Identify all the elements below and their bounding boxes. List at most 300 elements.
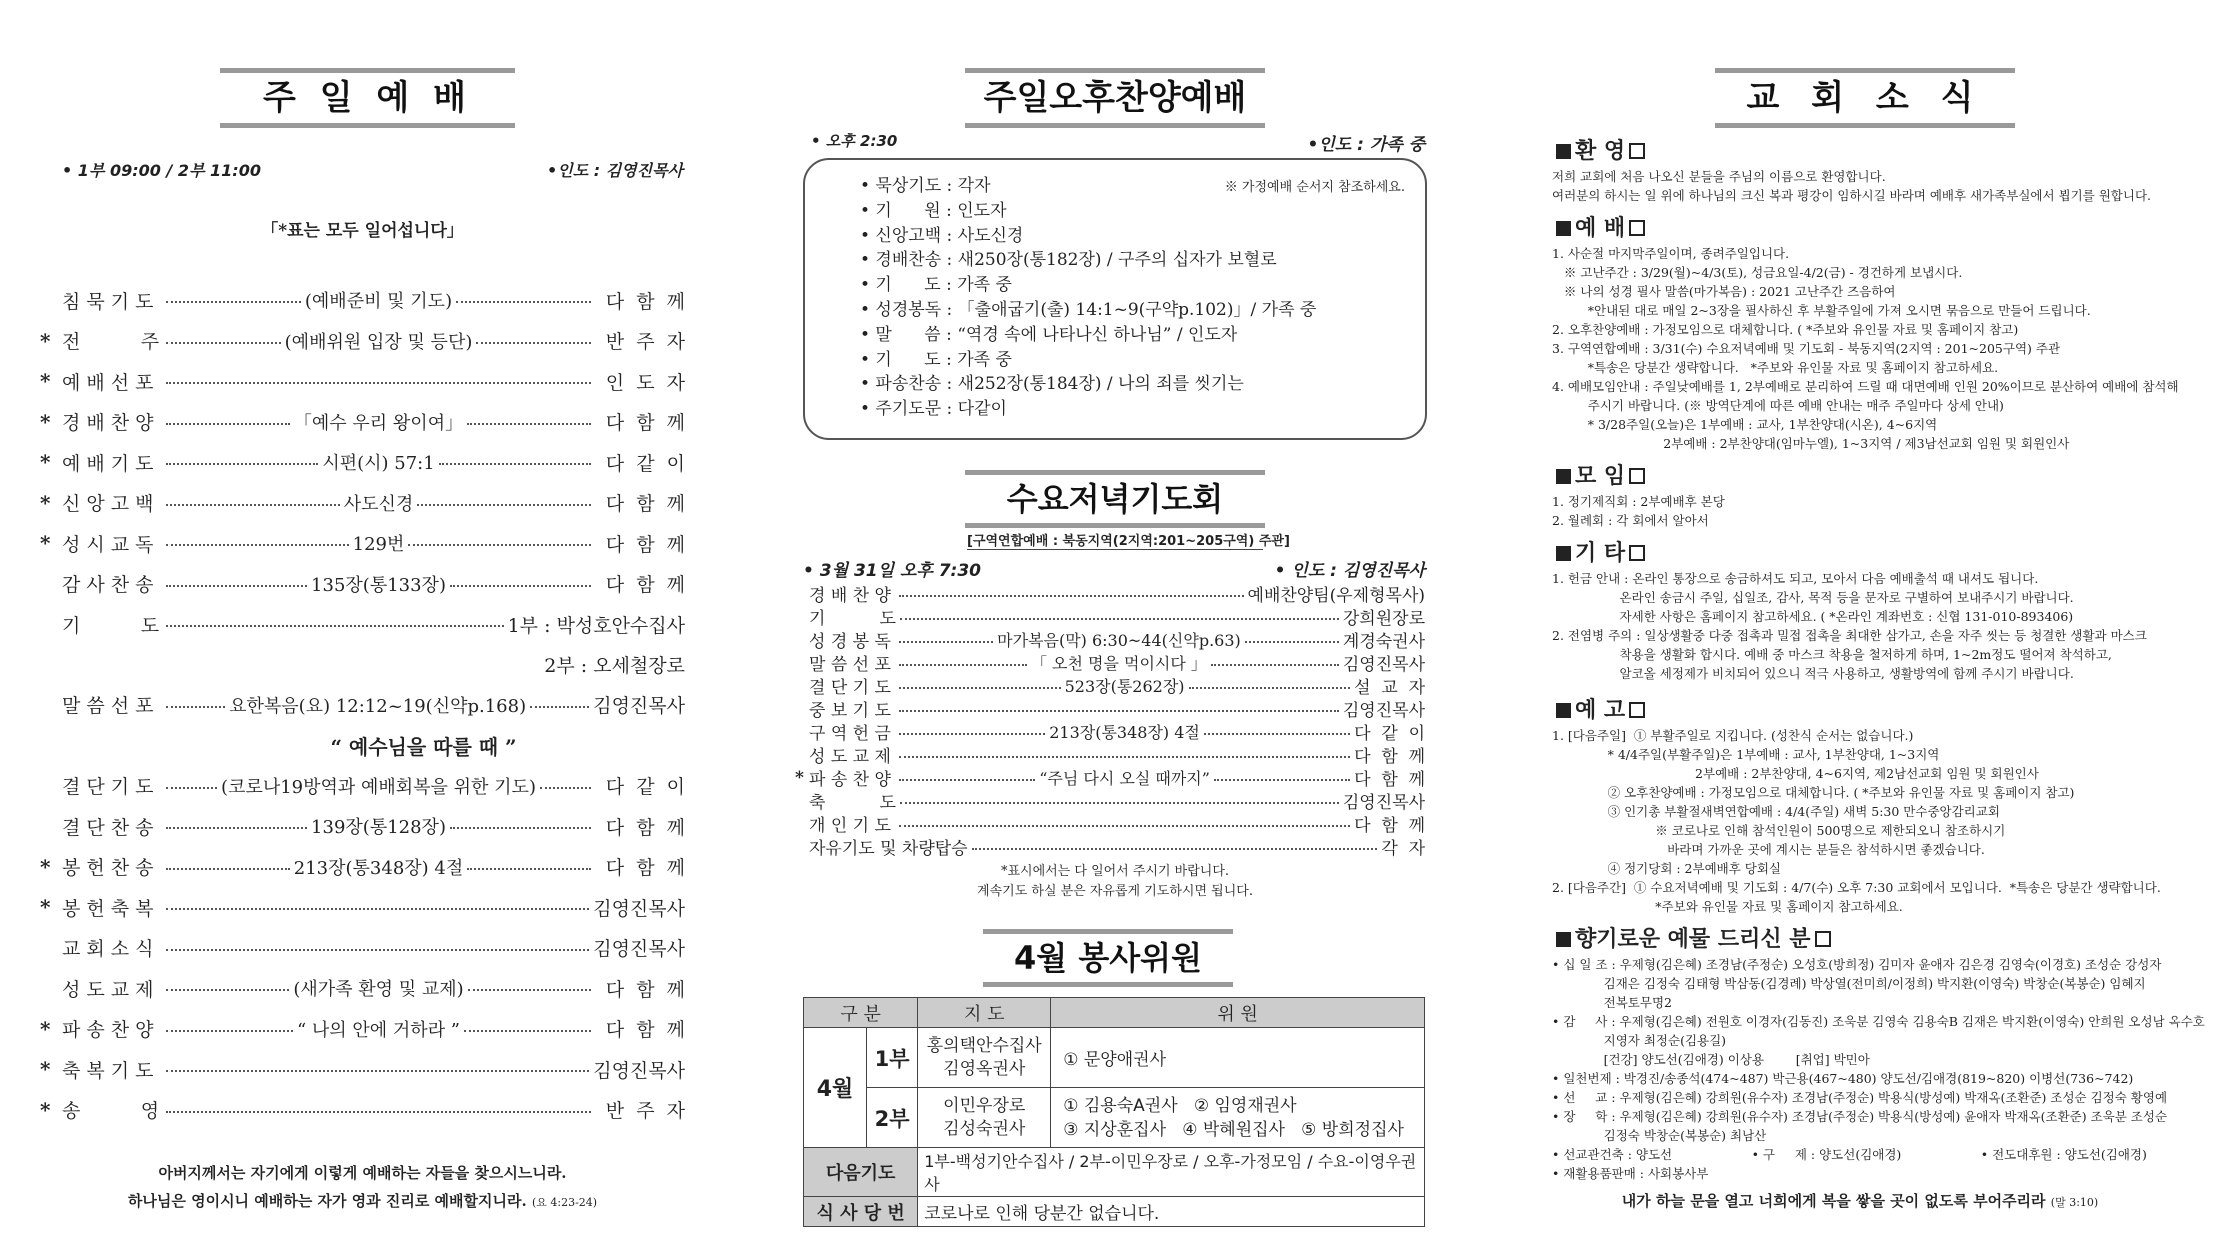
wednesday-person: 각 자 [1381, 839, 1425, 859]
leader-dots [468, 989, 591, 991]
wednesday-content: “주님 다시 오실 때까지” [1039, 769, 1210, 788]
wednesday-row [795, 835, 1425, 858]
square-bullet-icon [1556, 546, 1571, 561]
worship-line: 3. 구역연합예배 : 3/31(수) 수요저녁예배 및 기도회 - 북동지역(2지역 : 201~205구역) 주관 [1552, 341, 2061, 356]
welcome-line: 여러분의 하시는 일 위에 하나님의 크신 복과 평강이 임하시길 바라며 예배후 새가족부실에서 뵙기를 원합니다. [1552, 188, 2152, 203]
worship-line: ※ 나의 성경 필사 말씀(마가복음) : 2021 고난주간 즈음하여 [1552, 284, 1896, 299]
meeting-line: 2. 월례회 : 각 회에서 알아서 [1552, 513, 1709, 528]
wednesday-leader: • 인도 : 김영진목사 [1274, 561, 1425, 581]
offering-line: 김정숙 박창순(복봉순) 최남산 [1552, 1128, 1767, 1143]
stand-mark: * [40, 854, 51, 879]
leader-dots [1204, 733, 1350, 735]
wednesday-order-name: 성 도 교 제 [809, 747, 891, 767]
wednesday-row [795, 720, 1425, 743]
order-person: 반 주 자 [605, 331, 686, 354]
order-name: 기 도 [62, 614, 160, 637]
square-bullet-icon [1556, 469, 1571, 484]
wednesday-row [795, 628, 1425, 651]
order-row [40, 968, 685, 1008]
order-row [40, 401, 685, 441]
order-content: (새가족 환영 및 교제) [293, 979, 464, 1001]
leader-dots [166, 706, 225, 708]
afternoon-leader: •인도 : 가족 중 [1307, 135, 1425, 155]
order-content: 135장(통133장) [311, 574, 446, 596]
notice-line: *주보와 유인물 자료 및 홈페이지 참고하세요. [1552, 899, 1903, 914]
leader-dots [166, 908, 589, 910]
notice-line: ④ 정기당회 : 2부예배후 당회실 [1552, 861, 1782, 876]
sunday-order-list [40, 280, 685, 1130]
leader-dots [166, 827, 307, 829]
order-row [40, 280, 685, 320]
order-row [40, 887, 685, 927]
leader-dots [450, 827, 591, 829]
order-row [40, 725, 685, 765]
wednesday-row [795, 789, 1425, 812]
order-name: 봉 헌 찬 송 [62, 857, 154, 880]
leader-dots [166, 989, 289, 991]
wednesday-row [795, 582, 1425, 605]
square-outline-icon [1629, 220, 1645, 236]
wednesday-person: 예배찬양팀(우제형목사) [1247, 586, 1425, 606]
leader-dots [467, 868, 591, 870]
afternoon-order-box [803, 158, 1427, 440]
welcome-line: 저희 교회에 처음 나오신 분들을 주님의 이름으로 환영합니다. [1552, 169, 1886, 184]
wednesday-content: 523장(통262장) [1064, 677, 1185, 696]
church-news-title: 교 회 소 식 [1715, 68, 2015, 128]
square-outline-icon [1629, 468, 1645, 484]
order-person: 김영진목사 [593, 938, 685, 961]
meeting-section-title: 모 임 [1575, 464, 1626, 489]
square-bullet-icon [1556, 144, 1571, 159]
order-row [40, 1090, 685, 1130]
order-row [40, 604, 685, 644]
leader-dots [1214, 779, 1350, 781]
order-person: 김영진목사 [593, 1059, 685, 1082]
order-row [40, 1009, 685, 1049]
wednesday-order-name: 축 도 [809, 793, 896, 813]
wednesday-person: 다 함 께 [1354, 747, 1425, 767]
order-person: 다 함 께 [605, 290, 685, 313]
wednesday-order-list [795, 582, 1425, 858]
worship-line: 2. 오후찬양예배 : 가정모임으로 대체합니다. ( *주보와 유인물 자료 및 홈페이지 참고) [1552, 322, 2019, 337]
order-name: 결 단 기 도 [62, 776, 154, 799]
square-outline-icon [1629, 702, 1645, 718]
leader-dots [166, 423, 290, 425]
verse-line-1: 아버지께서는 자기에게 이렇게 예배하는 자들을 찾으시느니라. [158, 1164, 567, 1182]
wednesday-person: 김영진목사 [1342, 793, 1425, 813]
wednesday-content: 「 오천 명을 먹이시다 」 [1030, 654, 1207, 673]
service-leader: •인도 : 김영진목사 [547, 161, 683, 180]
offering-section-title: 향기로운 예물 드리신 분 [1575, 927, 1811, 952]
stand-mark: * [795, 767, 804, 788]
order-row [40, 361, 685, 401]
part-1-cell: 1부 [867, 1028, 918, 1088]
leader-dots [899, 664, 1027, 666]
order-row [40, 523, 685, 563]
wednesday-order-name: 파 송 찬 양 [809, 770, 891, 790]
leader-name: 김성숙권사 [943, 1118, 1026, 1139]
wednesday-person: 강희원장로 [1342, 609, 1425, 629]
order-content: (예배준비 및 기도) [304, 291, 453, 313]
part-2-members [1051, 1088, 1425, 1148]
order-row [40, 766, 685, 806]
leader-dots [417, 504, 591, 506]
leader-name: 홍의택안수집사 [926, 1035, 1042, 1056]
leader-dots [166, 949, 589, 951]
wednesday-time: • 3월 31일 오후 7:30 [803, 561, 981, 581]
afternoon-item: • 기 원 : 인도자 [860, 200, 1007, 221]
verse-text: 하나님은 영이시니 예배하는 자가 영과 진리로 예배할지니라. [127, 1192, 527, 1210]
afternoon-time: • 오후 2:30 [811, 132, 898, 150]
col-header-leader: 지 도 [918, 998, 1051, 1028]
wednesday-row [795, 766, 1425, 789]
offering-section-header [1552, 922, 2182, 953]
order-content: (코로나19방역과 예배회복을 위한 기도) [221, 776, 536, 798]
wednesday-row [795, 651, 1425, 674]
afternoon-item: • 묵상기도 : 각자 [860, 176, 991, 196]
offering-line: • 선 교 : 우제형(김은혜) 강희원(유수자) 조경남(주정순) 박용식(방성예) 박재옥(조환준) 조성순 김정숙 황영예 [1552, 1090, 2168, 1105]
afternoon-order-list [860, 174, 1316, 422]
order-name: 봉 헌 축 복 [62, 897, 154, 920]
order-name: 성 도 교 제 [62, 978, 154, 1001]
family-worship-note: ※ 가정예배 순서지 참조하세요. [1224, 180, 1405, 195]
wednesday-row [795, 743, 1425, 766]
standing-note: 「*표는 모두 일어섭니다」 [261, 221, 464, 241]
notice-section-header [1552, 693, 2182, 724]
stand-mark: * [40, 1016, 51, 1041]
order-person: 김영진목사 [593, 897, 685, 920]
order-name: 축 복 기 도 [62, 1059, 154, 1082]
verse-line-2 [40, 1190, 685, 1211]
verse-reference: (요 4:23-24) [531, 1196, 598, 1209]
notice-line: ※ 코로나로 인해 참석인원이 500명으로 제한되오니 참조하시기 [1552, 823, 2006, 838]
closing-verse [1540, 1190, 2180, 1211]
offering-line: • 십 일 조 : 우제형(김은혜) 조경남(주정순) 오성호(방희정) 김미자 윤애자 김은경 김영숙(이경호) 조성순 강성자 [1552, 957, 2162, 972]
leader-dots [899, 779, 1035, 781]
meal-duty-label: 식 사 당 번 [804, 1197, 918, 1227]
wednesday-order-name: 결 단 기 도 [809, 678, 891, 698]
worship-line: 2부예배 : 2부찬양대(임마누엘), 1~3지역 / 제3남선교회 임원 및 회원인사 [1552, 436, 2070, 451]
order-person: 다 함 께 [605, 533, 685, 556]
etc-line: 착용을 생활화 합시다. 예배 중 마스크 착용을 철저하게 하며, 1~2m정도 떨어져 착석하고, [1552, 647, 2112, 662]
afternoon-item: • 말 씀 : “역경 속에 나타나신 하나님” / 인도자 [860, 324, 1238, 345]
leader-dots [900, 802, 1339, 804]
worship-line: * 3/28주일(오늘)은 1부예배 : 교사, 1부찬양대(시온), 4~6지역 [1552, 417, 1938, 432]
leader-dots [899, 710, 1339, 712]
notice-line: ③ 인기총 부활절새벽연합예배 : 4/4(주일) 새벽 5:30 만수중앙감리교회 [1552, 804, 2000, 819]
service-committee-table [803, 997, 1425, 1227]
leader-dots [166, 1030, 293, 1032]
wednesday-person: 다 같 이 [1354, 724, 1426, 744]
order-row [40, 806, 685, 846]
leader-dots [166, 868, 290, 870]
wednesday-person: 설 교 자 [1354, 678, 1426, 698]
wednesday-subtitle: [구역연합예배 : 북동지역(2지역:201~205구역) 주관] [967, 530, 1263, 550]
service-time: • 1부 09:00 / 2부 11:00 [62, 161, 261, 180]
wednesday-person: 김영진목사 [1342, 701, 1425, 721]
notice-line: 2. [다음주간] ① 수요저녁예배 및 기도회 : 4/7(수) 오후 7:30 교회에서 모입니다. *특송은 당분간 생략합니다. [1552, 880, 2161, 895]
worship-section-header [1552, 211, 2182, 242]
next-prayer-value: 1부-백성기안수집사 / 2부-이민우장로 / 오후-가정모임 / 수요-이영우권사 [918, 1148, 1425, 1197]
worship-line: *안내된 대로 매일 2~3장을 필사하신 후 부활주일에 가져 오시면 묶음으로 만들어 드립니다. [1552, 303, 2091, 318]
worship-line: *특송은 당분간 생략합니다. *주보와 유인물 자료 및 홈페이지 참고하세요. [1552, 360, 1999, 375]
order-person: 다 함 께 [605, 493, 685, 516]
afternoon-item: • 파송찬송 : 새252장(통184장) / 나의 죄를 씻기는 [860, 374, 1244, 395]
order-row [40, 320, 685, 360]
afternoon-item: • 기 도 : 가족 중 [860, 275, 1012, 296]
order-content: 「예수 우리 왕이여」 [293, 412, 464, 434]
leader-dots [1245, 641, 1339, 643]
order-row [40, 928, 685, 968]
wednesday-order-name: 자유기도 및 차량탑승 [809, 839, 968, 859]
afternoon-item: • 기 도 : 가족 중 [860, 349, 1012, 370]
notice-section-title: 예 고 [1575, 698, 1626, 723]
leader-dots [899, 595, 1244, 597]
leader-dots [166, 625, 504, 627]
order-row [40, 1049, 685, 1089]
offering-line: • 감 사 : 우제형(김은혜) 전원호 이경자(김동진) 조욱분 김영숙 김용숙B 김재은 박지환(이영숙) 안희원 오성남 옥수호 [1552, 1014, 2205, 1029]
order-person: 다 같 이 [605, 776, 685, 799]
leader-dots [166, 382, 591, 384]
stand-mark: * [40, 1057, 51, 1082]
order-content: 129번 [352, 534, 405, 556]
wednesday-row [795, 605, 1425, 628]
order-person: 다 함 께 [605, 978, 686, 1001]
leader-dots [899, 756, 1350, 758]
wednesday-order-name: 기 도 [809, 609, 896, 629]
meeting-section-header [1552, 459, 2182, 490]
church-news-content [1552, 128, 2205, 1183]
worship-line: 4. 예배모임안내 : 주일낮예배를 1, 2부예배로 분리하여 드릴 때 대면예배 인원 20%이므로 분산하여 예배에 참석해 [1552, 379, 2179, 394]
leader-dots [408, 544, 591, 546]
leader-dots [900, 618, 1339, 620]
next-prayer-label: 다음기도 [804, 1148, 918, 1197]
order-name: 감 사 찬 송 [62, 574, 154, 597]
order-content: “ 나의 안에 거하라 ” [297, 1019, 461, 1041]
square-outline-icon [1629, 545, 1645, 561]
leader-dots [972, 848, 1378, 850]
leader-dots [899, 687, 1061, 689]
offering-line: [건강] 양도선(김애경) 이상용 [취업] 박민아 [1552, 1052, 1870, 1067]
worship-line: 1. 사순절 마지막주일이며, 종려주일입니다. [1552, 246, 1790, 261]
order-person: 다 함 께 [605, 857, 686, 880]
wednesday-row [795, 674, 1425, 697]
leader-dots [899, 825, 1350, 827]
wednesday-order-name: 성 경 봉 독 [809, 632, 891, 652]
member-names: ① 문양애권사 [1063, 1050, 1166, 1070]
part-1-leaders [918, 1028, 1051, 1088]
order-person: 반 주 자 [605, 1100, 685, 1123]
closing-reference: (말 3:10) [2050, 1196, 2099, 1209]
wednesday-order-name: 경 배 찬 양 [809, 586, 891, 606]
etc-line: 1. 헌금 안내 : 온라인 통장으로 송금하셔도 되고, 모아서 다음 예배출석 때 내셔도 됩니다. [1552, 571, 2039, 586]
afternoon-item: • 성경봉독 : 「출애굽기(출) 14:1~9(구약p.102)」/ 가족 중 [860, 299, 1317, 320]
order-row [40, 563, 685, 603]
square-bullet-icon [1556, 932, 1571, 947]
leader-dots [166, 342, 281, 344]
sermon-title: “ 예수님을 따를 때 ” [330, 734, 517, 759]
order-name: 말 씀 선 포 [62, 695, 154, 718]
order-name: 침 묵 기 도 [62, 290, 154, 313]
wednesday-note-1: *표시에서는 다 일어서 주시기 바랍니다. [1000, 864, 1230, 879]
order-name: 경 배 찬 양 [62, 412, 154, 435]
order-person: 다 함 께 [605, 816, 686, 839]
leader-dots [166, 463, 318, 465]
member-names: ③ 지상훈집사 ④ 박혜원집사 ⑤ 방희정집사 [1063, 1119, 1404, 1140]
wednesday-row [795, 812, 1425, 835]
order-name: 결 단 찬 송 [62, 816, 154, 839]
order-name: 송 영 [62, 1100, 160, 1123]
meeting-line: 1. 정기제직회 : 2부예배후 본당 [1552, 494, 1725, 509]
wednesday-person: 김영진목사 [1342, 655, 1425, 675]
leader-dots [166, 544, 349, 546]
wednesday-order-name: 중 보 기 도 [809, 701, 891, 721]
order-name: 교 회 소 식 [62, 938, 154, 961]
order-name: 파 송 찬 양 [62, 1019, 154, 1042]
order-row [40, 685, 685, 725]
offering-line: • 장 학 : 우제형(김은혜) 강희원(유수자) 조경남(주정순) 박용식(방성예) 윤애자 박재옥(조환준) 조욱분 조성순 [1552, 1109, 2168, 1124]
stand-mark: * [40, 450, 51, 475]
wednesday-order-name: 개 인 기 도 [809, 816, 891, 836]
leader-dots [899, 641, 993, 643]
sunday-worship-column [40, 0, 685, 1240]
notice-line: ② 오후찬양예배 : 가정모임으로 대체합니다. ( *주보와 유인물 자료 및 홈페이지 참고) [1552, 785, 2075, 800]
leader-dots [540, 787, 591, 789]
part-1-members [1051, 1028, 1425, 1088]
order-name: 예 배 기 도 [62, 452, 154, 475]
worship-line: ※ 고난주간 : 3/29(월)~4/3(토), 성금요일-4/2(금) - 경건하게 보냅시다. [1552, 265, 1963, 280]
afternoon-worship-title: 주일오후찬양예배 [965, 68, 1265, 128]
wednesday-person: 다 함 께 [1354, 816, 1425, 836]
offering-line: • 선교관건축 : 양도선 • 구 제 : 양도선(김애경) • 전도대후원 : 양도선(김애경) [1552, 1147, 2147, 1162]
afternoon-worship-column [795, 0, 1435, 1240]
order-row [40, 482, 685, 522]
stand-mark: * [40, 328, 51, 353]
etc-section-title: 기 타 [1575, 541, 1626, 566]
leader-dots [899, 733, 1045, 735]
sunday-worship-title: 주 일 예 배 [220, 68, 515, 128]
order-person: 인 도 자 [605, 371, 685, 394]
order-person: 1부 : 박성호안수집사 [507, 614, 685, 637]
leader-dots [450, 585, 591, 587]
member-names: ① 김용숙A권사 ② 임영재권사 [1063, 1095, 1297, 1116]
stand-mark: * [40, 895, 51, 920]
etc-line: 자세한 사항은 홈페이지 참고하세요. ( *온라인 계좌번호 : 신협 131-010-893406) [1552, 609, 2074, 624]
leader-dots [166, 585, 307, 587]
square-outline-icon [1815, 931, 1831, 947]
order-person: 다 함 께 [605, 412, 686, 435]
leader-dots [464, 1030, 591, 1032]
leader-name: 이민우장로 [943, 1095, 1026, 1116]
order-content: 요한복음(요) 12:12~19(신약p.168) [229, 695, 527, 717]
wednesday-row [795, 697, 1425, 720]
wednesday-order-name: 말 씀 선 포 [809, 655, 891, 675]
order-content: 139장(통128장) [311, 817, 446, 839]
afternoon-item: • 주기도문 : 다같이 [860, 399, 1007, 420]
leader-dots [166, 301, 301, 303]
welcome-section-title: 환 영 [1575, 139, 1626, 164]
wednesday-order-name: 구 역 헌 금 [809, 724, 891, 744]
order-row [40, 442, 685, 482]
notice-line: * 4/4주일(부활주일)은 1부예배 : 교사, 1부찬양대, 1~3지역 [1552, 747, 1940, 762]
leader-dots [166, 504, 340, 506]
wednesday-note-2: 계속기도 하실 분은 자유롭게 기도하시면 됩니다. [977, 884, 1253, 899]
order-name: 전 주 [62, 331, 160, 354]
leader-dots [166, 1070, 589, 1072]
stand-mark: * [40, 1097, 51, 1122]
offering-line: 전복토무명2 [1552, 995, 1672, 1010]
offering-line: • 일천번제 : 박경진/송종석(474~487) 박근용(467~480) 양도선/김애경(819~820) 이병선(736~742) [1552, 1071, 2134, 1086]
square-bullet-icon [1556, 221, 1571, 236]
leader-name: 김영옥권사 [943, 1058, 1026, 1079]
notice-line: 1. [다음주일] ① 부활주일로 지킵니다. (성찬식 순서는 없습니다.) [1552, 728, 1914, 743]
square-outline-icon [1629, 143, 1645, 159]
worship-line: 주시기 바랍니다. (※ 방역단계에 따른 예배 안내는 매주 주일마다 상세 안내) [1552, 398, 2004, 413]
leader-dots [439, 463, 591, 465]
col-header-division: 구 분 [804, 998, 918, 1028]
afternoon-item: • 경배찬송 : 새250장(통182장) / 구주의 십자가 보혈로 [860, 250, 1277, 271]
offering-line: 김재은 김정숙 김태형 박삼동(김경례) 박상열(전미희/이정희) 박지환(이영숙) 박창순(복봉순) 임혜지 [1552, 976, 2146, 991]
leader-dots [166, 787, 217, 789]
order-person: 2부 : 오세철장로 [544, 655, 685, 678]
order-content: 사도신경 [343, 493, 414, 515]
leader-dots [456, 301, 591, 303]
leader-dots [166, 1111, 591, 1113]
worship-section-title: 예 배 [1575, 216, 1626, 241]
order-content: 213장(통348장) 4절 [293, 857, 464, 879]
part-2-cell: 2부 [867, 1088, 918, 1148]
wednesday-person: 다 함 께 [1354, 770, 1425, 790]
part-2-leaders [918, 1088, 1051, 1148]
order-row [40, 847, 685, 887]
leader-dots [467, 423, 591, 425]
order-person: 김영진목사 [593, 695, 685, 718]
order-person: 다 같 이 [605, 452, 686, 475]
order-name: 성 시 교 독 [62, 533, 154, 556]
meal-duty-value: 코로나로 인해 당분간 없습니다. [918, 1197, 1425, 1227]
offering-line: 지영자 최정순(김용길) [1552, 1033, 1727, 1048]
wednesday-person: 계경숙권사 [1342, 632, 1426, 652]
order-content: (예배위원 입장 및 등단) [284, 331, 473, 353]
etc-line: 온라인 송금시 주일, 십일조, 감사, 목적 등을 문자로 구별하여 보내주시기 바랍니다. [1552, 590, 2074, 605]
welcome-section-header [1552, 134, 2182, 165]
etc-line: 2. 전염병 주의 : 일상생활중 다중 접촉과 밀접 접촉을 최대한 삼가고, 손을 자주 씻는 등 청결한 생활과 마스크 [1552, 628, 2147, 643]
order-name: 예 배 선 포 [62, 371, 154, 394]
month-cell: 4월 [804, 1028, 867, 1148]
stand-mark: * [40, 531, 51, 556]
leader-dots [476, 342, 591, 344]
col-header-members: 위 원 [1051, 998, 1425, 1028]
square-bullet-icon [1556, 703, 1571, 718]
afternoon-item: • 신앙고백 : 사도신경 [860, 225, 1024, 246]
order-person: 다 함 께 [605, 574, 686, 597]
stand-mark: * [40, 369, 51, 394]
leader-dots [1189, 687, 1351, 689]
wednesday-prayer-title: 수요저녁기도회 [965, 470, 1265, 528]
etc-line: 알코올 세정제가 비치되어 있으니 적극 사용하고, 생활방역에 함께 주시기 바랍니다. [1552, 666, 2074, 681]
leader-dots [1211, 664, 1339, 666]
closing-text: 내가 하늘 문을 열고 너희에게 복을 쌓을 곳이 없도록 부어주리라 [1621, 1192, 2046, 1210]
leader-dots [530, 706, 589, 708]
etc-section-header [1552, 536, 2182, 567]
order-person: 다 함 께 [605, 1019, 686, 1042]
offering-line: • 재활용품판매 : 사회봉사부 [1552, 1166, 1709, 1181]
wednesday-content: 마가복음(막) 6:30~44(신약p.63) [997, 631, 1241, 650]
church-news-column [1540, 0, 2205, 1240]
service-committee-title: 4월 봉사위원 [983, 929, 1233, 987]
stand-mark: * [40, 490, 51, 515]
wednesday-content: 213장(통348장) 4절 [1049, 723, 1200, 742]
